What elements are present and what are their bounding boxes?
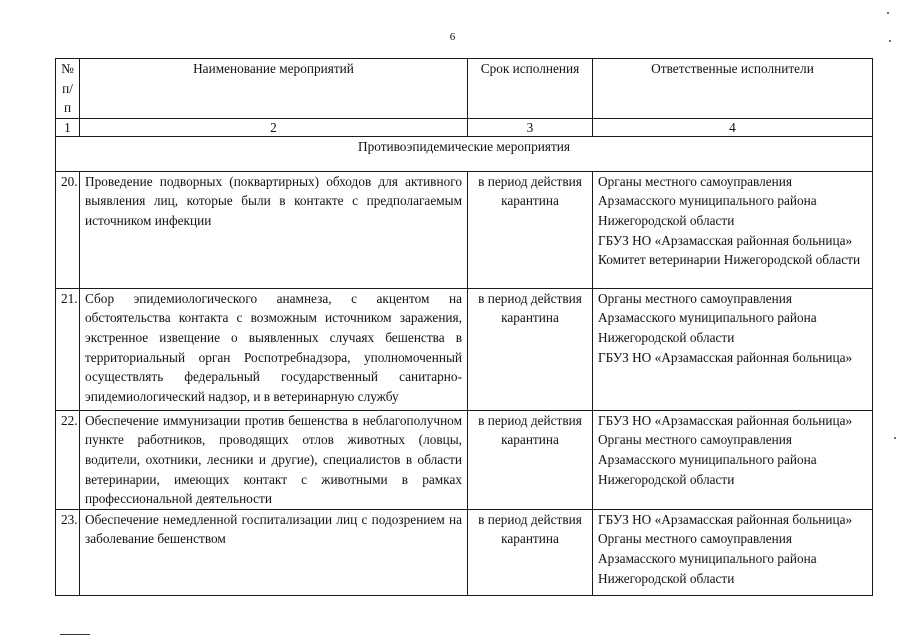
scan-speck bbox=[887, 12, 889, 14]
measure-name: Обеспечение иммунизации против бешенства в неблагополучном пункте работников, проводящих отлов животных (ловцы, водители, охотники, лесники и другие), специалистов в области ветеринарии, имеющих контакт с животными в рамках профессиональной деятельности bbox=[80, 410, 468, 509]
row-number: 22. bbox=[56, 410, 80, 509]
measure-name: Проведение подворных (поквартирных) обходов для активного выявления лиц, которые были в контакте с предполагаемым источником инфекции bbox=[80, 171, 468, 288]
responsible-entry: Органы местного самоуправления Арзамасского муниципального района Нижегородской области bbox=[598, 432, 817, 487]
responsible-entry: ГБУЗ НО «Арзамасская районная больница» bbox=[598, 232, 853, 248]
scan-speck bbox=[889, 40, 891, 42]
responsible-entry: Комитет ветеринарии Нижегородской области bbox=[598, 252, 861, 268]
header-row bbox=[56, 59, 873, 119]
section-row bbox=[56, 136, 873, 171]
responsible-cell bbox=[593, 509, 873, 595]
scan-speck bbox=[894, 437, 896, 439]
header-num: № п/п bbox=[56, 59, 80, 119]
responsible-entry: Органы местного самоуправления Арзамасского муниципального района Нижегородской области bbox=[598, 531, 817, 586]
measure-name: Обеспечение немедленной госпитализации лиц с подозрением на заболевание бешенством bbox=[80, 509, 468, 595]
responsible-entry: ГБУЗ НО «Арзамасская районная больница» bbox=[598, 511, 853, 527]
table-row bbox=[56, 509, 873, 595]
responsible-cell bbox=[593, 171, 873, 288]
scan-mark bbox=[60, 634, 90, 635]
column-index: 4 bbox=[593, 118, 873, 136]
column-index: 3 bbox=[468, 118, 593, 136]
responsible-cell bbox=[593, 410, 873, 509]
column-index: 2 bbox=[80, 118, 468, 136]
term-cell: в период действия карантина bbox=[468, 171, 593, 288]
responsible-entry: ГБУЗ НО «Арзамасская районная больница» bbox=[598, 412, 853, 428]
table-row bbox=[56, 288, 873, 410]
header-responsible: Ответственные исполнители bbox=[593, 59, 873, 119]
section-title: Противоэпидемические мероприятия bbox=[56, 136, 873, 171]
row-number: 23. bbox=[56, 509, 80, 595]
measure-name: Сбор эпидемиологического анамнеза, с акцентом на обстоятельства контакта с возможным источником заражения, экстренное извещение о выявленных случаях бешенства в территориальный орган Роспотребнадзора, уполномоченный осуществлять федеральный государственный санитарно-эпидемиологический надзор, и в ветеринарную службу bbox=[80, 288, 468, 410]
row-number: 21. bbox=[56, 288, 80, 410]
responsible-cell bbox=[593, 288, 873, 410]
table-row bbox=[56, 410, 873, 509]
term-cell: в период действия карантина bbox=[468, 288, 593, 410]
responsible-entry: Органы местного самоуправления Арзамасского муниципального района Нижегородской области bbox=[598, 173, 817, 228]
header-name: Наименование мероприятий bbox=[80, 59, 468, 119]
term-cell: в период действия карантина bbox=[468, 410, 593, 509]
term-cell: в период действия карантина bbox=[468, 509, 593, 595]
table-row bbox=[56, 171, 873, 288]
responsible-entry: ГБУЗ НО «Арзамасская районная больница» bbox=[598, 349, 853, 365]
row-number: 20. bbox=[56, 171, 80, 288]
responsible-entry: Органы местного самоуправления Арзамасского муниципального района Нижегородской области bbox=[598, 290, 817, 345]
column-index-row bbox=[56, 118, 873, 136]
column-index: 1 bbox=[56, 118, 80, 136]
measures-table bbox=[55, 58, 873, 596]
page-number: 6 bbox=[449, 31, 456, 43]
header-term: Срок исполнения bbox=[468, 59, 593, 119]
